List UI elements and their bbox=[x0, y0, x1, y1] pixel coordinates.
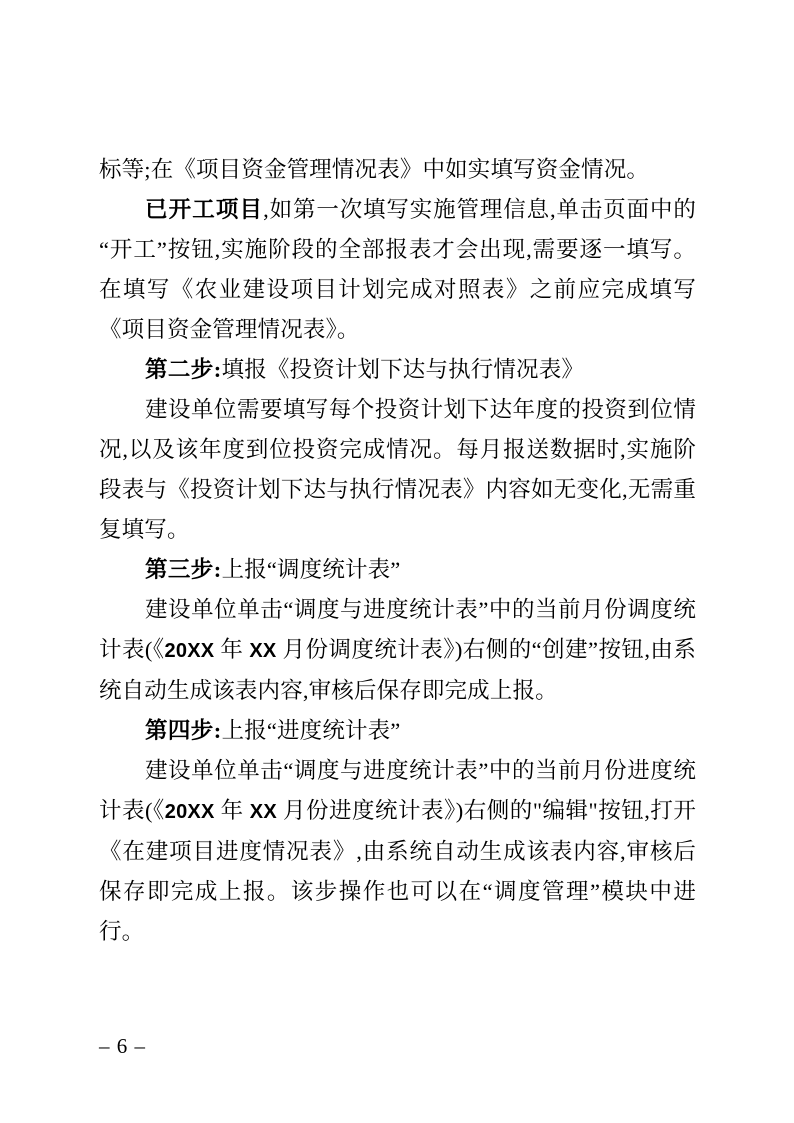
paragraph-step-four-body bbox=[99, 751, 696, 952]
heading-step-two bbox=[99, 350, 696, 390]
cjk-run: 年 bbox=[214, 637, 250, 662]
heading-step-four-text: 上报“进度统计表” bbox=[221, 718, 401, 743]
paragraph-continuation: 标等;在《项目资金管理情况表》中如实填写资金情况。 bbox=[99, 157, 650, 182]
cjk-run: 月份进度统计表》)右侧的"编辑"按钮,打开《在建项目进度情况表》,由系统自动生成该表内容,审核后保存即完成上报。该步操作也可以在“调度管理”模块中进行。 bbox=[99, 798, 697, 944]
paragraph-step-three-body bbox=[99, 590, 696, 711]
cjk-run: 建设单位单击“调度与进度统计表”中的当前月份调度统计表(《 bbox=[99, 597, 696, 662]
paragraph-started-projects bbox=[99, 190, 696, 350]
page-body bbox=[99, 150, 696, 952]
heading-step-three-label: 第三步: bbox=[145, 557, 222, 582]
lead-bold-started-projects: 已开工项目 bbox=[145, 197, 264, 222]
cjk-run: 月份调度统计表》)右侧的“创建”按钮,由系统自动生成该表内容,审核后保存即完成上报。 bbox=[99, 637, 697, 703]
heading-step-two-label: 第二步: bbox=[145, 357, 222, 382]
heading-step-four-label: 第四步: bbox=[145, 718, 222, 743]
latin-run: XX bbox=[249, 640, 277, 662]
latin-run: 20XX bbox=[164, 801, 215, 823]
cjk-run: 建设单位单击“调度与进度统计表”中的当前月份进度统计表(《 bbox=[99, 758, 696, 823]
latin-run: XX bbox=[249, 801, 277, 823]
paragraph-body-started-projects: ,如第一次填写实施管理信息,单击页面中的“开工”按钮,实施阶段的全部报表才会出现,需要逐一填写。在填写《农业建设项目计划完成对照表》之前应完成填写《项目资金管理情况表》。 bbox=[99, 197, 696, 342]
paragraph-step-two-body: 建设单位需要填写每个投资计划下达年度的投资到位情况,以及该年度到位投资完成情况。每月报送数据时,实施阶段表与《投资计划下达与执行情况表》内容如无变化,无需重复填写。 bbox=[99, 397, 696, 542]
cjk-run: 年 bbox=[214, 798, 250, 823]
page-footer bbox=[99, 1032, 696, 1060]
heading-step-two-text: 填报《投资计划下达与执行情况表》 bbox=[221, 357, 584, 382]
heading-step-three bbox=[99, 550, 696, 590]
heading-step-four bbox=[99, 711, 696, 751]
latin-run: 20XX bbox=[164, 640, 215, 662]
heading-step-three-text: 上报“调度统计表” bbox=[221, 557, 401, 582]
page-number: – 6 – bbox=[99, 1034, 146, 1058]
